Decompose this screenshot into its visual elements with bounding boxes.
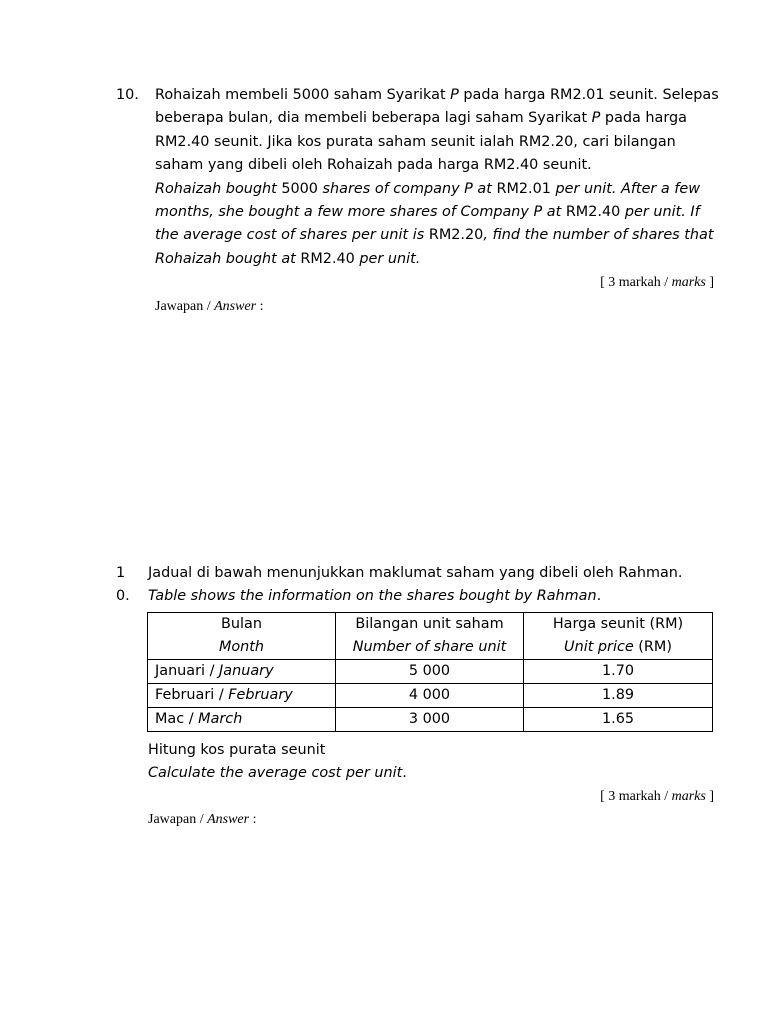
- question-number-part-1: 1: [116, 565, 126, 581]
- price-cell: 1.65: [524, 708, 713, 732]
- header-price: Harga seunit (RM) Unit price (RM): [524, 613, 713, 660]
- question-text-english: Table shows the information on the shares bought by Rahman.: [148, 588, 602, 604]
- header-units: Bilangan unit saham Number of share unit: [336, 613, 524, 660]
- header-month: Bulan Month: [148, 613, 336, 660]
- marks-label: [ 3 markah / marks ]: [600, 789, 714, 804]
- question-text-malay: Rohaizah membeli 5000 saham Syarikat P pada harga RM2.01 seunit. Selepas beberapa bulan, dia membeli beberapa lagi saham Syarikat P pada harga RM2.40 seunit. Jika kos purata saham seunit ialah RM2.20, cari bilangan saham yang dibeli oleh Rohaizah pada harga RM2.40 seunit.: [155, 87, 719, 174]
- units-cell: 3 000: [336, 708, 524, 732]
- instruction-malay: Hitung kos purata seunit: [148, 742, 326, 758]
- price-cell: 1.89: [524, 684, 713, 708]
- question-number-part-2: 0.: [116, 588, 130, 604]
- units-cell: 4 000: [336, 684, 524, 708]
- table-row: [148, 660, 713, 684]
- units-cell: 5 000: [336, 660, 524, 684]
- instruction-english: Calculate the average cost per unit.: [148, 765, 407, 781]
- month-cell: Mac / March: [148, 708, 336, 732]
- table-row: [148, 684, 713, 708]
- answer-label: Jawapan / Answer :: [155, 299, 264, 314]
- month-cell: Januari / January: [148, 660, 336, 684]
- price-cell: 1.70: [524, 660, 713, 684]
- question-text: [155, 84, 720, 271]
- answer-label: Jawapan / Answer :: [148, 812, 257, 827]
- month-cell: Februari / February: [148, 684, 336, 708]
- table-row: [148, 708, 713, 732]
- question-number: 10.: [116, 87, 139, 103]
- shares-table: [147, 612, 713, 732]
- question-text-english: Rohaizah bought 5000 shares of company P at RM2.01 per unit. After a few months, she bought a few more shares of Company P at RM2.40 per unit. If the average cost of shares per unit is RM2.20, find the number of shares that Rohaizah bought at RM2.40 per unit.: [155, 180, 714, 267]
- question-text-malay: Jadual di bawah menunjukkan maklumat saham yang dibeli oleh Rahman.: [148, 565, 683, 581]
- marks-label: [ 3 markah / marks ]: [600, 275, 714, 290]
- table-header-row: [148, 613, 713, 660]
